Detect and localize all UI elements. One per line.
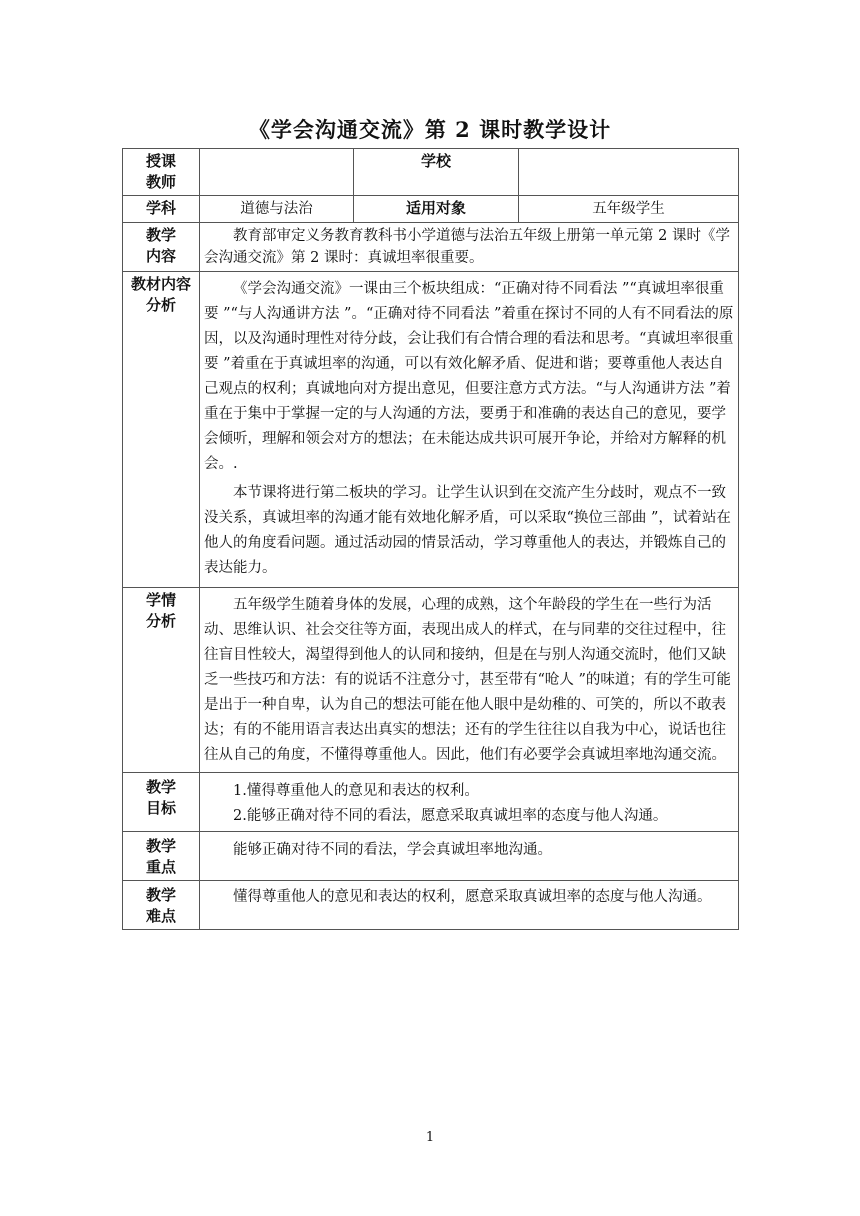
content-text: 教育部审定义务教育教科书小学道德与法治五年级上册第一单元第 2 课时《学会沟通交流》第 2 课时：真诚坦率很重要。	[204, 228, 730, 266]
school-value	[519, 149, 739, 196]
analysis-paragraph-1: 《学会沟通交流》一课由三个板块组成：“正确对待不同看法 ”“真诚坦率很重要 ”“与人沟通讲方法 ”。“正确对待不同看法 ”着重在探讨不同的人有不同看法的原因，以及沟通时理性对待分歧，会让我们有合情合理的看法和思考。“真诚坦率很重要 ”着重在于真诚坦率的沟通，可以有效化解矛盾、促进和谐；要尊重他人表达自己观点的权利；真诚地向对方提出意见，但要注意方式方法。“与人沟通讲方法 ”着重在于集中于掌握一定的与人沟通的方法，要勇于和准确的表达自己的意见，要学会倾听，理解和领会对方的想法；在未能达成共识可展开争论，并给对方解释的机会。.	[204, 281, 734, 472]
students-cell	[200, 588, 739, 773]
table-row	[123, 272, 739, 588]
goals-cell	[200, 773, 739, 832]
audience-label: 适用对象	[354, 196, 519, 223]
analysis-paragraph-2: 本节课将进行第二板块的学习。让学生认识到在交流产生分歧时，观点不一致没关系，真诚坦率的沟通才能有效地化解矛盾，可以采取“换位三部曲 ”，试着站在他人的角度看问题。通过活动园的情景活动，学习尊重他人的表达，并锻炼自己的表达能力。	[204, 485, 731, 576]
lesson-design-table	[122, 148, 739, 930]
teacher-value	[200, 149, 354, 196]
key-label: 教学重点	[123, 832, 200, 881]
table-row	[123, 223, 739, 272]
audience-value: 五年级学生	[519, 196, 739, 223]
key-text: 能够正确对待不同的看法，学会真诚坦率地沟通。	[233, 842, 552, 858]
students-text: 五年级学生随着身体的发展，心理的成熟，这个年龄段的学生在一些行为活动、思维认识、社会交往等方面，表现出成人的样式，在与同辈的交往过程中，往往盲目性较大，渴望得到他人的认同和接纳，但是在与别人沟通交流时，他们又缺乏一些技巧和方法：有的说话不注意分寸，甚至带有“呛人 ”的味道；有的学生可能是出于一种自卑，认为自己的想法可能在他人眼中是幼稚的、可笑的，所以不敢表达；有的不能用语言表达出真实的想法；还有的学生往往以自我为中心，说话也往往从自己的角度，不懂得尊重他人。因此，他们有必要学会真诚坦率地沟通交流。	[204, 597, 731, 763]
analysis-cell	[200, 272, 739, 588]
goals-item-1: 1.懂得尊重他人的意见和表达的权利。	[233, 783, 479, 799]
analysis-label: 教材内容分析	[123, 272, 200, 588]
difficulty-text: 懂得尊重他人的意见和表达的权利，愿意采取真诚坦率的态度与他人沟通。	[233, 889, 712, 905]
school-label: 学校	[354, 149, 519, 196]
content-cell	[200, 223, 739, 272]
table-row	[123, 149, 739, 196]
content-label: 教学内容	[123, 223, 200, 272]
document-title: 《学会沟通交流》第 2 课时教学设计	[248, 117, 612, 142]
goals-item-2: 2.能够正确对待不同的看法，愿意采取真诚坦率的态度与他人沟通。	[233, 808, 668, 824]
subject-label: 学科	[123, 196, 200, 223]
table-row	[123, 588, 739, 773]
key-cell	[200, 832, 739, 881]
students-label: 学情分析	[123, 588, 200, 773]
teacher-label: 授课教师	[123, 149, 200, 196]
goals-label: 教学目标	[123, 773, 200, 832]
table-row	[123, 773, 739, 832]
table-row	[123, 832, 739, 881]
difficulty-label: 教学难点	[123, 881, 200, 930]
difficulty-cell	[200, 881, 739, 930]
subject-value: 道德与法治	[200, 196, 354, 223]
table-row	[123, 881, 739, 930]
page-number: 1	[425, 1130, 435, 1145]
table-row	[123, 196, 739, 223]
